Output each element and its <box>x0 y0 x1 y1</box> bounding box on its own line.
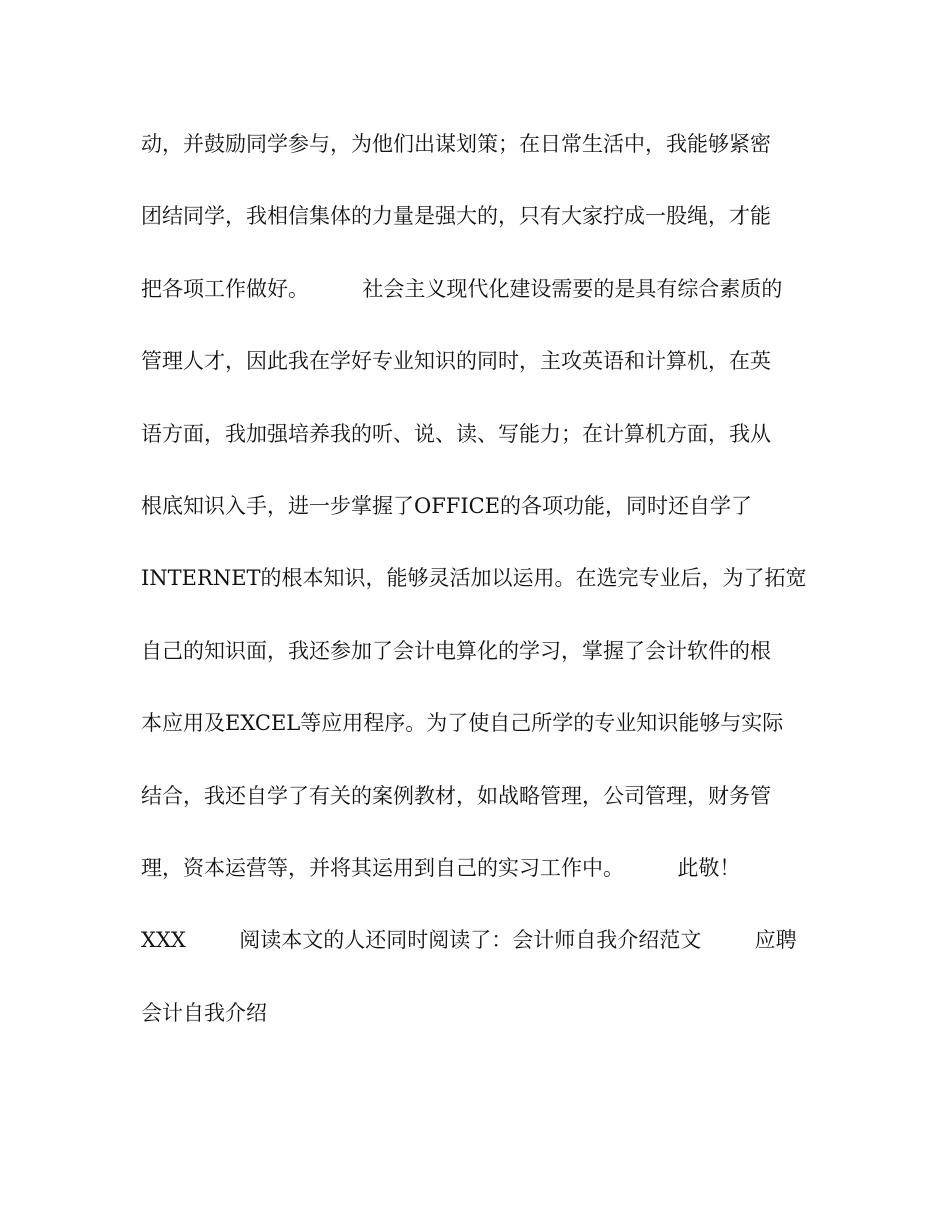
text-line: 管理人才，因此我在学好专业知识的同时，主攻英语和计算机，在英 <box>141 349 771 374</box>
text-line: 把各项工作做好。 社会主义现代化建设需要的是具有综合素质的 <box>141 276 783 301</box>
text-line: 结合，我还自学了有关的案例教材，如战略管理，公司管理，财务管 <box>141 783 771 808</box>
text-line: 团结同学，我相信集体的力量是强大的，只有大家拧成一股绳，才能 <box>141 204 771 229</box>
text-line: 自己的知识面，我还参加了会计电算化的学习，掌握了会计软件的根 <box>141 638 771 663</box>
text-line: 理，资本运营等，并将其运用到自己的实习工作中。 此敬！ <box>141 855 741 880</box>
text-line: 动，并鼓励同学参与，为他们出谋划策；在日常生活中，我能够紧密 <box>141 132 771 156</box>
text-line: XXX 阅读本文的人还同时阅读了：会计师自我介绍范文 应聘 <box>141 928 797 953</box>
text-line: 语方面，我加强培养我的听、说、读、写能力；在计算机方面，我从 <box>141 421 771 446</box>
text-line: 本应用及EXCEL等应用程序。为了使自己所学的专业知识能够与实际 <box>141 711 784 736</box>
text-line: INTERNET的根本知识，能够灵活加以运用。在选完专业后，为了拓宽 <box>141 566 807 591</box>
text-line: 根底知识入手，进一步掌握了OFFICE的各项功能，同时还自学了 <box>141 493 753 518</box>
document-body <box>141 118 811 1059</box>
text-line: 会计自我介绍 <box>141 1000 267 1025</box>
